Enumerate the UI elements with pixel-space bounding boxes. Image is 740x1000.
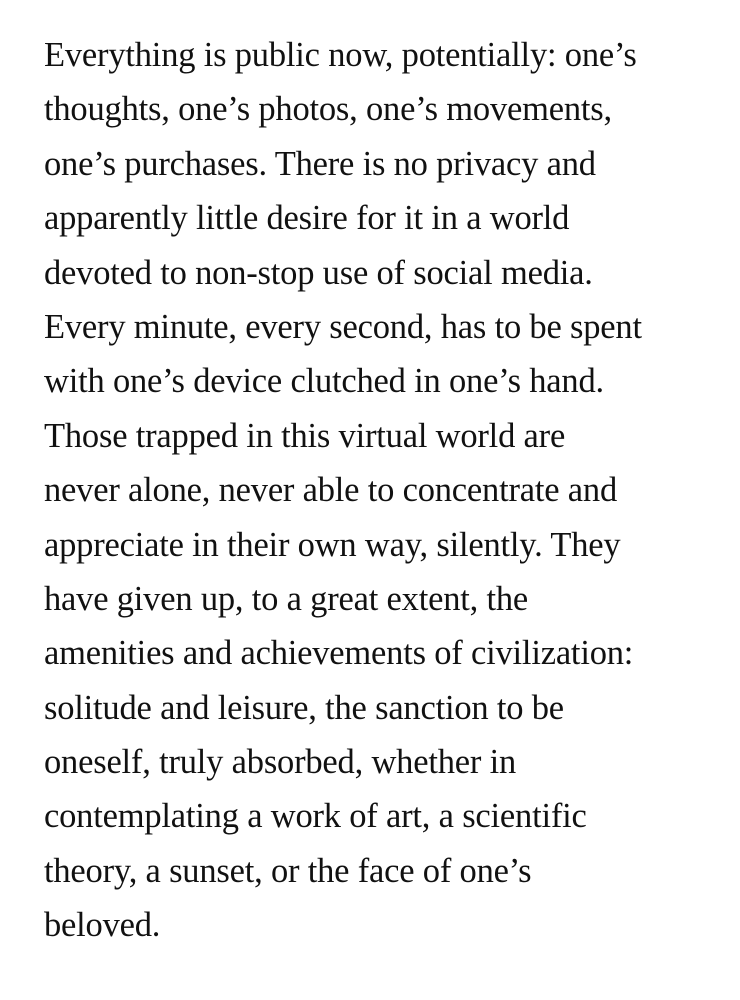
text-line: beloved. [44,906,161,945]
text-line: with one’s device clutched in one’s hand. [44,362,604,401]
text-line: solitude and leisure, the sanction to be [44,688,564,727]
text-line: Every minute, every second, has to be spent [44,307,642,346]
quote-paragraph [44,28,724,953]
text-line: devoted to non-stop use of social media. [44,253,593,292]
text-line: one’s purchases. There is no privacy and [44,144,596,183]
text-line: Those trapped in this virtual world are [44,416,566,455]
text-line: thoughts, one’s photos, one’s movements, [44,90,612,129]
text-line: apparently little desire for it in a world [44,199,570,238]
text-line: Everything is public now, potentially: one’s [44,36,637,74]
text-line: theory, a sunset, or the face of one’s [44,851,532,890]
text-line: never alone, never able to concentrate and [44,471,617,510]
text-line: contemplating a work of art, a scientific [44,797,587,836]
text-line: oneself, truly absorbed, whether in [44,743,517,782]
text-line: appreciate in their own way, silently. They [44,525,621,564]
text-line: amenities and achievements of civilization: [44,634,634,673]
text-line: have given up, to a great extent, the [44,579,529,618]
